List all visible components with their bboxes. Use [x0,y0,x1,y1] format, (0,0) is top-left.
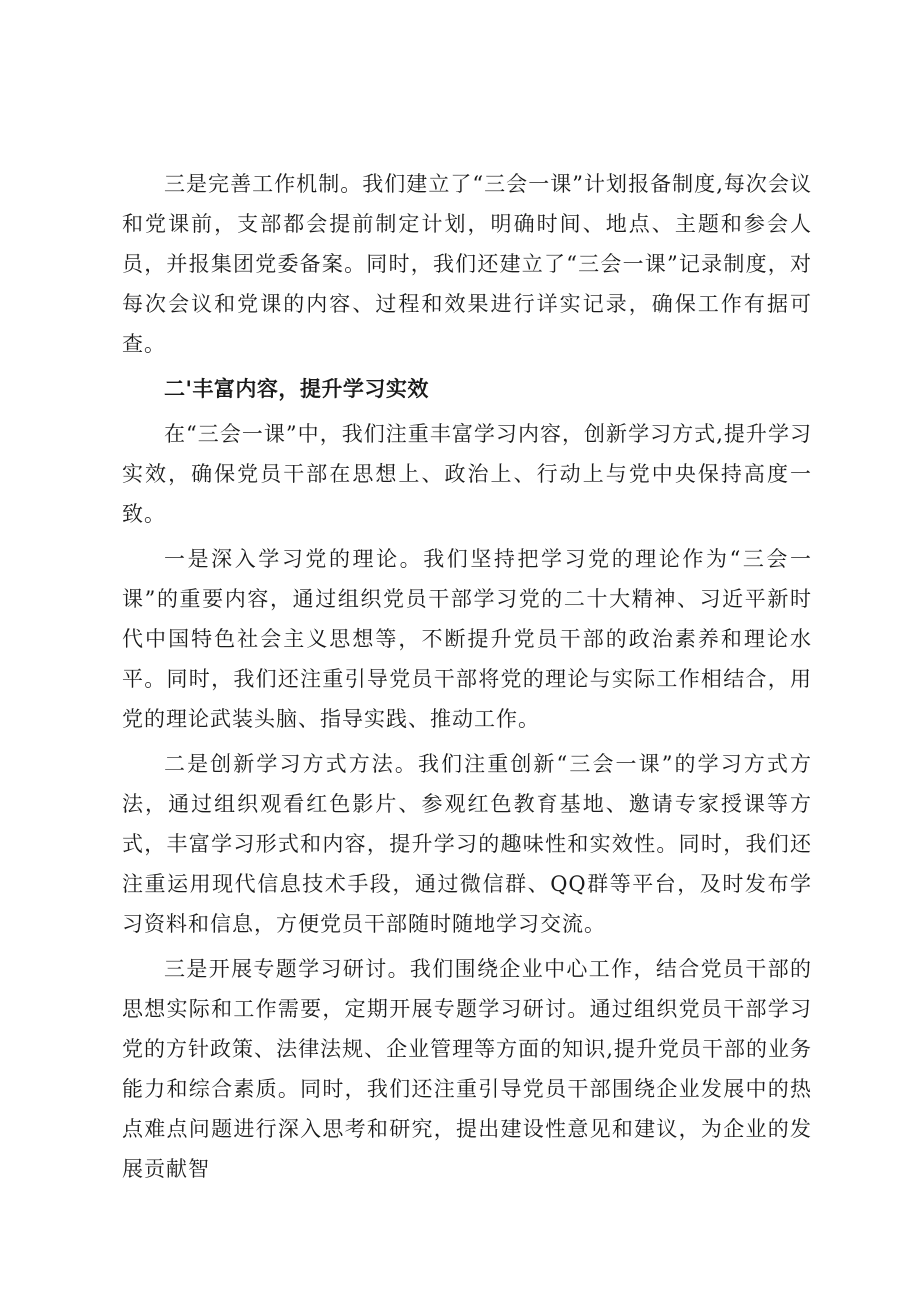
paragraph-work-mechanism: 三是完善工作机制。我们建立了“三会一课”计划报备制度,每次会议和党课前，支部都会提前制定计划，明确时间、地点、主题和参会人员，并报集团党委备案。同时，我们还建立了“三会一课”记录制度，对每次会议和党课的内容、过程和效果进行详实记录，确保工作有据可查。 [122,172,812,356]
document-body [122,164,812,1194]
section-heading-enrich-content: 二'丰富内容，提升学习实效 [164,377,429,401]
paragraph-innovate-methods: 二是创新学习方式方法。我们注重创新“三会一课”的学习方式方法，通过组织观看红色影片、参观红色教育基地、邀请专家授课等方式，丰富学习形式和内容，提升学习的趣味性和实效性。同时，我们还注重运用现代信息技术手段，通过微信群、QQ群等平台，及时发布学习资料和信息，方便党员干部随时随地学习交流。 [122,752,812,936]
paragraph-special-seminars: 三是开展专题学习研讨。我们围绕企业中心工作，结合党员干部的思想实际和工作需要，定期开展专题学习研讨。通过组织党员干部学习党的方针政策、法律法规、企业管理等方面的知识,提升党员干部的业务能力和综合素质。同时，我们还注重引导党员干部围绕企业发展中的热点难点问题进行深入思考和研究，提出建设性意见和建议，为企业的发展贡献智 [122,957,812,1181]
paragraph-study-theory: 一是深入学习党的理论。我们坚持把学习党的理论作为“三会一课”的重要内容，通过组织党员干部学习党的二十大精神、习近平新时代中国特色社会主义思想等，不断提升党员干部的政治素养和理论水平。同时，我们还注重引导党员干部将党的理论与实际工作相结合，用党的理论武装头脑、指导实践、推动工作。 [122,547,812,731]
paragraph-intro-learning: 在“三会一课”中，我们注重丰富学习内容，创新学习方式,提升学习实效，确保党员干部在思想上、政治上、行动上与党中央保持高度一致。 [122,422,812,526]
